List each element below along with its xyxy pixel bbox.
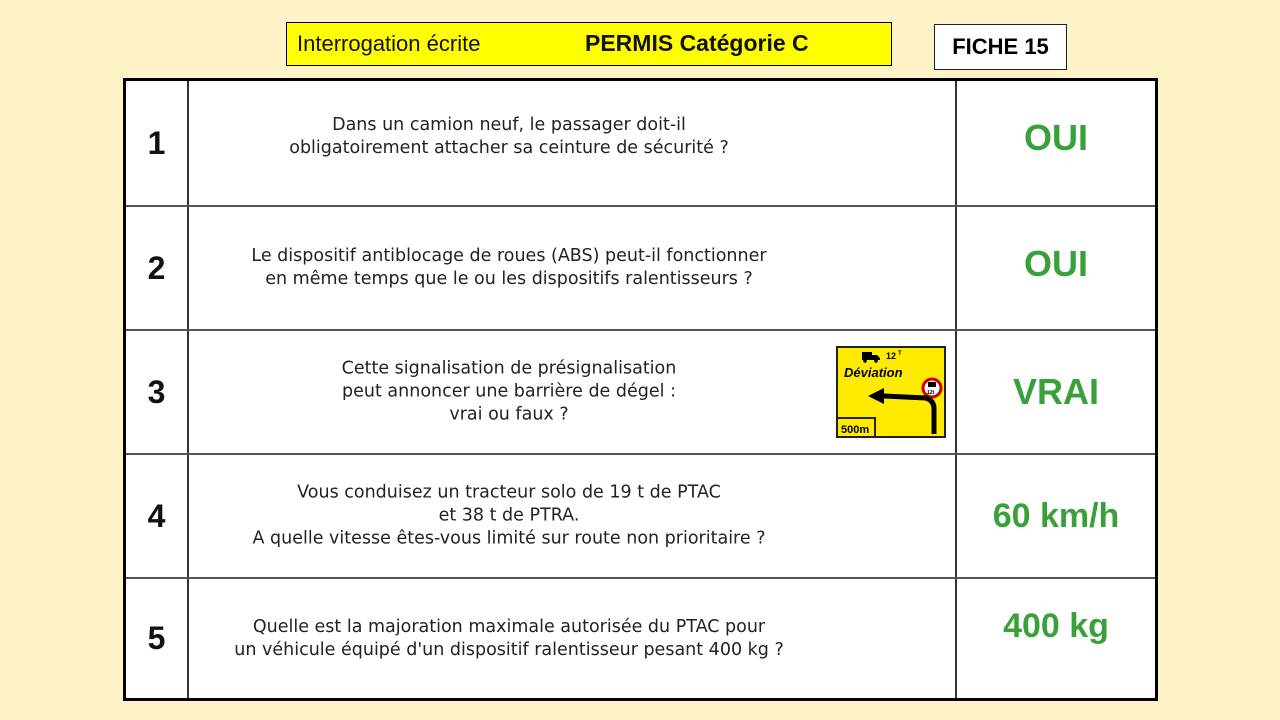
question-number: 4	[126, 455, 189, 577]
question-text	[189, 114, 829, 160]
question-row-3	[126, 329, 1155, 453]
question-text	[189, 616, 829, 662]
question-line: et 38 t de PTRA.	[438, 505, 580, 526]
truck-wheel	[874, 359, 878, 363]
question-number: 5	[126, 579, 189, 698]
question-row-5	[126, 577, 1155, 698]
question-line: en même temps que le ou les dispositifs ralentisseurs ?	[265, 269, 753, 289]
question-number: 1	[126, 81, 189, 205]
question-cell	[189, 81, 957, 205]
answer: OUI	[1023, 117, 1088, 158]
restriction-badge: 12t	[927, 390, 935, 396]
question-line: Quelle est la majoration maximale autorisée du PTAC pour	[252, 616, 766, 637]
answer: VRAI	[1012, 371, 1099, 412]
subtitle: Interrogation écrite	[297, 31, 481, 56]
fiche-label: FICHE 15	[934, 24, 1067, 70]
question-line: Vous conduisez un tracteur solo de 19 t de PTAC	[297, 482, 721, 503]
question-line: Le dispositif antiblocage de roues (ABS) peut-il fonctionner	[251, 246, 767, 266]
question-row-1	[126, 81, 1155, 205]
answer: 60 km/h	[992, 496, 1120, 535]
deviation-sign	[836, 346, 946, 438]
sign-weight: 12	[886, 351, 897, 361]
question-cell	[189, 579, 957, 698]
question-number: 2	[126, 207, 189, 329]
answer: OUI	[1023, 243, 1088, 284]
title-banner	[286, 22, 892, 66]
truck-wheel	[863, 359, 867, 363]
sign-label: Déviation	[844, 365, 903, 380]
truck-icon	[928, 382, 936, 387]
question-row-2	[126, 205, 1155, 329]
question-line: vrai ou faux ?	[449, 404, 569, 425]
question-text	[189, 482, 829, 551]
question-line: Cette signalisation de présignalisation	[341, 358, 677, 379]
question-text	[189, 245, 829, 291]
question-line: peut annoncer une barrière de dégel :	[342, 381, 676, 402]
question-cell	[189, 455, 957, 577]
question-line: un véhicule équipé d'un dispositif ralentisseur pesant 400 kg ?	[234, 639, 784, 660]
question-cell	[189, 331, 957, 453]
sign-weight-unit: T	[898, 351, 902, 357]
questions-table	[123, 78, 1158, 701]
sign-distance: 500m	[841, 424, 870, 436]
question-number: 3	[126, 331, 189, 453]
question-text	[189, 358, 829, 427]
question-cell	[189, 207, 957, 329]
question-line: A quelle vitesse êtes-vous limité sur route non prioritaire ?	[252, 528, 766, 549]
answer: 400 kg	[1003, 607, 1109, 645]
question-line: Dans un camion neuf, le passager doit-il	[332, 115, 686, 135]
question-line: obligatoirement attacher sa ceinture de sécurité ?	[289, 138, 729, 158]
page-title: PERMIS Catégorie C	[585, 30, 809, 56]
question-row-4	[126, 453, 1155, 577]
